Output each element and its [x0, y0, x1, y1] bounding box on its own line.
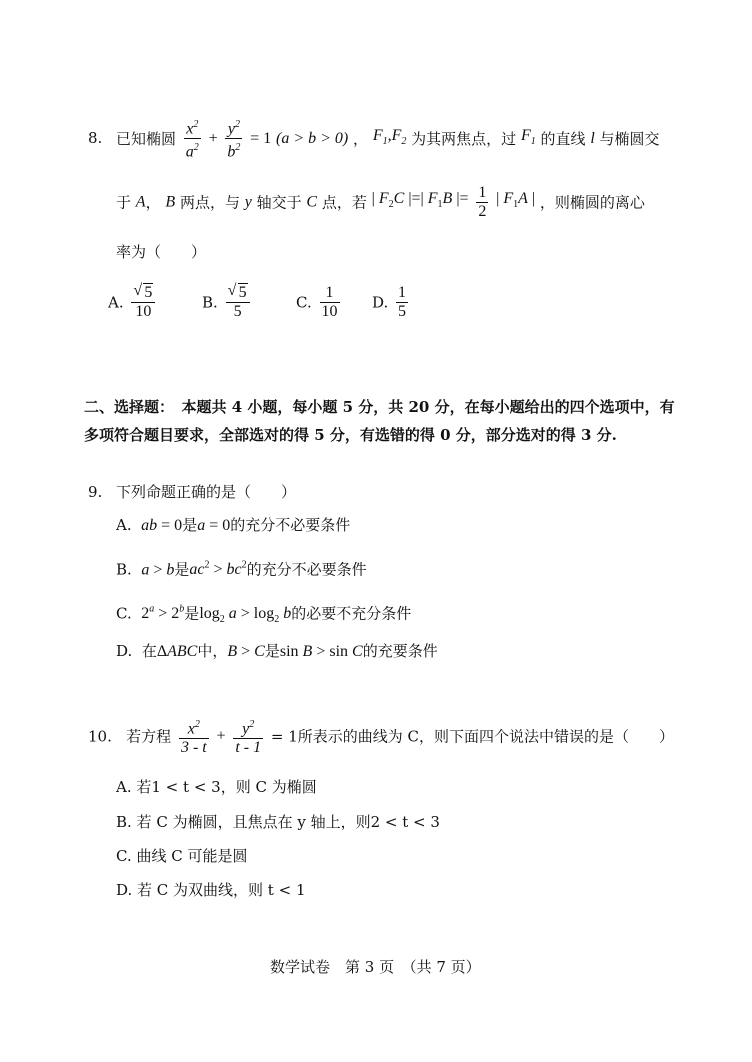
question-9-option-b[interactable]: B. a > b是$ac^2 > bc^2$的充分不必要条件: [116, 560, 367, 579]
section-2-line-1: 二、选择题： 本题共 4 小题，每小题 5 分，共 20 分，在每小题给出的四个选项中，有: [84, 398, 675, 416]
question-9-option-c[interactable]: C. $2^a > 2^b$是$\log_2 a > \log_2 b$的必要不充分条件: [116, 604, 412, 626]
question-8-line-1: 已知椭圆 $\frac{x^2}{a^2}$ + $\frac{y^2}{b^2}$ = 1 (a > b > 0) ， $F_1,F_2$ 为其两焦点，过 $F_1$ 的直线 l 与椭圆交: [116, 116, 660, 162]
one-half: $\frac{1}{2}$: [478, 184, 487, 220]
question-10: 10. 若方程 $\frac{x^2}{3 - t}$ + $\frac{y^2}{t - 1}$ = 1所表示的曲线为 C，则下面四个说法中错误的是（ ）: [88, 716, 674, 760]
question-9-option-a[interactable]: A. ab = 0是a = 0的充分不必要条件: [116, 516, 351, 534]
tail-text: 与椭圆交: [599, 129, 660, 148]
x2-over-a2: $\frac{x^2}{a^2}$: [184, 116, 201, 162]
question-10-option-b[interactable]: B. 若 C 为椭圆，且焦点在 y 轴上，则2 < t < 3: [116, 813, 440, 831]
option-c[interactable]: C. $\frac{1}{10}$: [296, 284, 338, 320]
line-text: 的直线: [540, 129, 586, 148]
question-10-option-c[interactable]: C. 曲线 C 可能是圆: [116, 847, 248, 865]
question-number: 10.: [88, 727, 112, 746]
section-2-line-2: 多项符合题目要求，全部选对的得 5 分，有选错的得 0 分，部分选对的得 3 分.: [84, 426, 617, 444]
option-d[interactable]: D. $\frac{1}{5}$: [372, 284, 407, 320]
question-9-stem: 下列命题正确的是（ ）: [116, 483, 297, 501]
y2-over-t-minus-1: $\frac{y^2}{t - 1}$: [233, 716, 263, 757]
question-9-option-d[interactable]: D. 在ΔABC中，B > C是sin B > sin C的充要条件: [116, 642, 438, 660]
question-9-number: 9.: [88, 483, 103, 501]
question-8-options: [108, 284, 628, 334]
y2-over-b2: $\frac{y^2}{b^2}$: [225, 116, 242, 162]
foci-text: 为其两焦点，过: [411, 129, 517, 148]
intro-text: 已知椭圆: [116, 129, 177, 148]
foci-symbols: $F_1,F_2$: [372, 126, 407, 147]
question-10-option-a[interactable]: A. 若1 < t < 3，则 C 为椭圆: [116, 778, 317, 796]
condition: (a > b > 0): [275, 129, 349, 147]
line-variable: l: [590, 129, 595, 147]
question-8: [88, 114, 688, 354]
question-8-line-3: 率为（ ）: [116, 243, 207, 261]
page-footer: 数学试卷 第 3 页 （共 7 页）: [270, 958, 481, 976]
x2-over-3-minus-t: $\frac{x^2}{3 - t}$: [179, 716, 209, 757]
ratio-equation: | $F_2C$ |=| $F_1B$ |=: [371, 190, 469, 211]
question-10-option-d[interactable]: D. 若 C 为双曲线，则 t < 1: [116, 881, 306, 899]
question-number: 8.: [88, 129, 103, 147]
question-8-line-2: 于 A， B 两点，与 y 轴交于 C 点，若 | $F_2C$ |=| $F_1B$ |= $\frac{1}{2}$ | $F_1A$ | ，则椭圆的离心: [116, 184, 645, 220]
option-a[interactable]: A. √ 5 10: [108, 284, 158, 321]
option-b[interactable]: B. √ 5 5: [202, 284, 253, 321]
